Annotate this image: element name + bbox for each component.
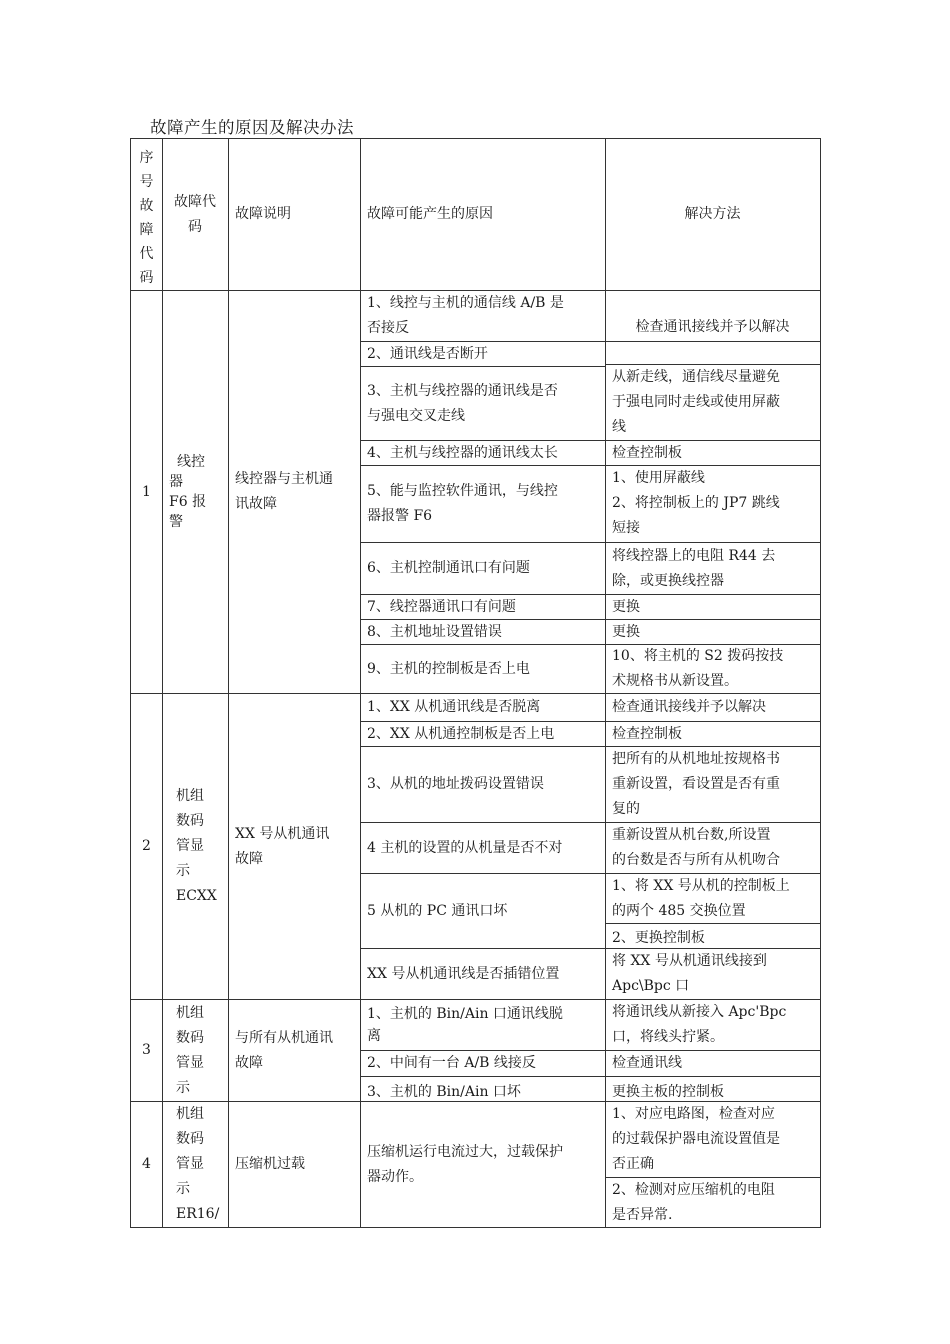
row4-solution-1: 1、对应电路图，检查对应 的过载保护器电流设置值是 否正确 bbox=[612, 1106, 780, 1172]
row1-solution-7: 更换 bbox=[612, 624, 640, 640]
row4-solution-2: 2、检测对应压缩机的电阻 是否异常. bbox=[612, 1181, 775, 1223]
row3-seq: 3 bbox=[142, 1042, 151, 1058]
row2-cause-5: 5 从机的 PC 通讯口坏 bbox=[367, 902, 508, 919]
row2-solution-3: 把所有的从机地址按规格书 重新设置，看设置是否有重 复的 bbox=[612, 751, 780, 817]
row4-cause-1: 压缩机运行电流过大，过载保护 器动作。 bbox=[367, 1143, 563, 1185]
row1-cause-1: 1、线控与主机的通信线 A/B 是 否接反 bbox=[367, 295, 564, 336]
row1-solution-1: 检查通讯接线并予以解决 bbox=[635, 319, 790, 335]
header-code: 故障代 码 bbox=[174, 193, 216, 235]
row3-cause-1: 1、主机的 Bin/Ain 口通讯线脱 离 bbox=[367, 1006, 563, 1044]
header-solution: 解决方法 bbox=[684, 206, 741, 222]
row3-cause-2: 2、中间有一台 A/B 线接反 bbox=[367, 1055, 536, 1071]
row1-code: 线控 器 F6 报 警 bbox=[169, 454, 207, 530]
row2-solution-2: 检查控制板 bbox=[612, 726, 682, 742]
header-seq: 序 号 故 障 代 码 bbox=[139, 149, 154, 286]
row3-solution-2: 检查通讯线 bbox=[612, 1055, 682, 1071]
row2-solution-4: 重新设置从机台数,所设置 的台数是否与所有从机吻合 bbox=[612, 827, 780, 868]
header-cause: 故障可能产生的原因 bbox=[367, 206, 493, 222]
row4-desc: 压缩机过载 bbox=[235, 1156, 305, 1172]
row1-solution-2: 从新走线，通信线尽量避免 于强电同时走线或使用屏蔽 线 bbox=[612, 369, 780, 435]
row1-seq: 1 bbox=[142, 483, 151, 500]
row2-solution-7: 将 XX 号从机通讯线接到 Apc\Bpc 口 bbox=[612, 953, 767, 994]
row2-solution-1: 检查通讯接线并予以解决 bbox=[612, 699, 766, 715]
row2-cause-2: 2、XX 从机通控制板是否上电 bbox=[367, 726, 555, 742]
row3-cause-3: 3、主机的 Bin/Ain 口坏 bbox=[367, 1084, 521, 1100]
page-title: 故障产生的原因及解决办法 bbox=[150, 118, 354, 137]
row3-solution-1: 将通讯线从新接入 Apc'Bpc 口，将线头拧紧。 bbox=[612, 1004, 787, 1045]
header-desc: 故障说明 bbox=[235, 206, 291, 222]
row2-solution-6: 2、更换控制板 bbox=[612, 930, 705, 946]
row1-cause-6: 6、主机控制通讯口有问题 bbox=[367, 560, 530, 576]
row1-cause-8: 8、主机地址设置错误 bbox=[367, 624, 502, 640]
row1-solution-6: 更换 bbox=[612, 599, 640, 615]
row2-cause-6: XX 号从机通讯线是否插错位置 bbox=[367, 965, 560, 982]
row2-cause-3: 3、从机的地址拨码设置错误 bbox=[367, 776, 544, 792]
row1-solution-4: 1、使用屏蔽线 2、将控制板上的 JP7 跳线 短接 bbox=[612, 470, 780, 536]
row2-desc: XX 号从机通讯 故障 bbox=[235, 825, 330, 867]
row1-cause-9: 9、主机的控制板是否上电 bbox=[367, 660, 530, 677]
row3-solution-3: 更换主板的控制板 bbox=[612, 1084, 724, 1100]
row2-cause-4: 4 主机的设置的从机量是否不对 bbox=[367, 839, 563, 856]
row1-cause-5: 5、能与监控软件通讯，与线控 器报警 F6 bbox=[367, 483, 558, 524]
row1-cause-4: 4、主机与线控器的通讯线太长 bbox=[367, 445, 558, 461]
row2-cause-1: 1、XX 从机通讯线是否脱离 bbox=[367, 699, 541, 715]
row1-solution-8: 10、将主机的 S2 拨码按技 术规格书从新设置。 bbox=[612, 648, 784, 689]
row1-cause-3: 3、主机与线控器的通讯线是否 与强电交叉走线 bbox=[367, 382, 558, 424]
row2-seq: 2 bbox=[142, 838, 151, 854]
row1-cause-2: 2、通讯线是否断开 bbox=[367, 346, 488, 362]
row1-desc: 线控器与主机通 讯故障 bbox=[235, 471, 333, 512]
row1-solution-3: 检查控制板 bbox=[612, 445, 682, 461]
row2-code: 机组 数码 管显 示 ECXX bbox=[176, 788, 217, 904]
row1-cause-7: 7、线控器通讯口有问题 bbox=[367, 599, 516, 615]
row2-solution-5: 1、将 XX 号从机的控制板上 的两个 485 交换位置 bbox=[612, 877, 790, 919]
row4-code: 机组 数码 管显 示 ER16/ bbox=[176, 1106, 220, 1222]
row3-code: 机组 数码 管显 示 bbox=[176, 1004, 204, 1096]
row4-seq: 4 bbox=[142, 1156, 151, 1172]
row1-solution-5: 将线控器上的电阻 R44 去 除，或更换线控器 bbox=[612, 547, 776, 589]
row3-desc: 与所有从机通讯 故障 bbox=[235, 1029, 333, 1071]
